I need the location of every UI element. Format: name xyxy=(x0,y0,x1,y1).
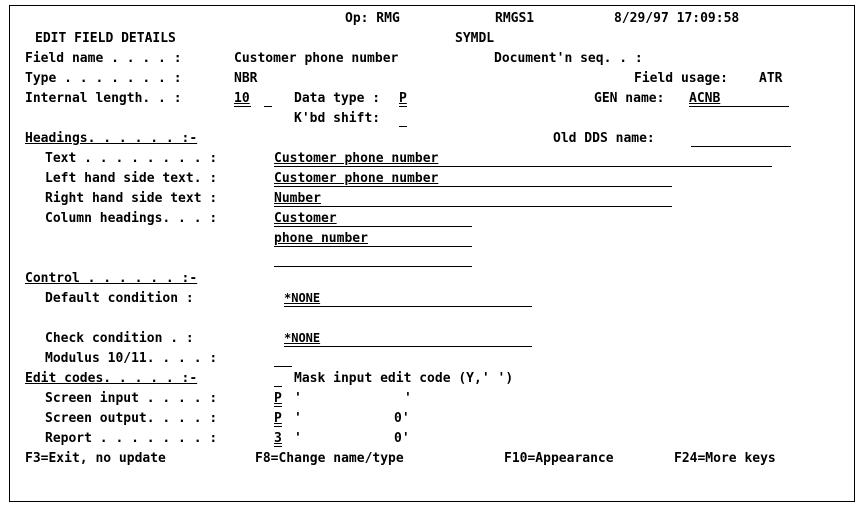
type-value: NBR xyxy=(234,71,258,86)
f3-exit-key[interactable]: F3=Exit, no update xyxy=(25,451,166,466)
heading-text-label: Text . . . . . . . . : xyxy=(45,151,218,166)
gen-name-input[interactable]: ACNB xyxy=(689,91,789,107)
column-heading-line3-input[interactable] xyxy=(274,251,472,267)
default-condition-input[interactable]: *NONE xyxy=(284,291,532,307)
screen-input-label: Screen input . . . . : xyxy=(45,391,218,406)
heading-text-input[interactable]: Customer phone number xyxy=(274,151,772,167)
report-edit-mask-close: 0' xyxy=(394,431,410,446)
mask-input-edit-code-label: Mask input edit code (Y,' ') xyxy=(294,371,514,386)
headings-section-title: Headings. . . . . . :- xyxy=(25,131,198,146)
screen-title: EDIT FIELD DETAILS xyxy=(35,31,176,46)
date-time: 8/29/97 17:09:58 xyxy=(614,11,740,26)
doc-seq-label: Document'n seq. . : xyxy=(494,51,643,66)
left-hand-text-input[interactable]: Customer phone number xyxy=(274,171,672,187)
old-dds-name-label: Old DDS name: xyxy=(553,131,655,146)
default-condition-label: Default condition : xyxy=(45,291,194,306)
kbd-shift-input[interactable] xyxy=(399,111,407,127)
internal-length-decimals-input[interactable] xyxy=(264,91,272,107)
column-headings-label: Column headings. . . : xyxy=(45,211,218,226)
control-section-title: Control . . . . . . :- xyxy=(25,271,198,286)
screen-output-edit-mask-close: 0' xyxy=(394,411,410,426)
operator-label: Op: RMG xyxy=(345,11,400,26)
field-usage-value: ATR xyxy=(759,71,783,86)
field-usage-label: Field usage: xyxy=(634,71,728,86)
screen-output-label: Screen output. . . . : xyxy=(45,411,218,426)
right-hand-text-label: Right hand side text : xyxy=(45,191,218,206)
f24-more-keys-key[interactable]: F24=More keys xyxy=(674,451,776,466)
modulus-input[interactable] xyxy=(274,351,292,367)
report-label: Report . . . . . . . : xyxy=(45,431,218,446)
check-condition-input[interactable]: *NONE xyxy=(284,331,532,347)
left-hand-text-label: Left hand side text. : xyxy=(45,171,218,186)
report-code-input[interactable]: 3 xyxy=(274,431,282,446)
screen-output-edit-mask-open: ' xyxy=(294,411,302,426)
f10-appearance-key[interactable]: F10=Appearance xyxy=(504,451,614,466)
field-name-value: Customer phone number xyxy=(234,51,399,66)
old-dds-name-input[interactable] xyxy=(691,131,791,147)
screen-input-edit-mask-open: ' xyxy=(294,391,302,406)
field-name-label: Field name . . . . : xyxy=(25,51,182,66)
column-heading-line1-input[interactable]: Customer xyxy=(274,211,472,227)
data-type-input[interactable]: P xyxy=(399,91,407,106)
internal-length-label: Internal length. . : xyxy=(25,91,182,106)
screen-input-edit-mask-close: ' xyxy=(404,391,412,406)
mask-input-edit-code-input[interactable] xyxy=(274,371,282,387)
modulus-label: Modulus 10/11. . . . : xyxy=(45,351,218,366)
job-name: RMGS1 xyxy=(495,11,535,26)
right-hand-text-input[interactable]: Number xyxy=(274,191,672,207)
kbd-shift-label: K'bd shift: xyxy=(294,111,381,126)
gen-name-label: GEN name: xyxy=(594,91,665,106)
screen-output-code-input[interactable]: P xyxy=(274,411,282,426)
internal-length-input[interactable]: 10 xyxy=(234,91,250,106)
type-label: Type . . . . . . . : xyxy=(25,71,182,86)
model-name: SYMDL xyxy=(455,31,495,46)
check-condition-label: Check condition . : xyxy=(45,331,194,346)
column-heading-line2-input[interactable]: phone number xyxy=(274,231,472,247)
data-type-label: Data type : xyxy=(294,91,381,106)
edit-codes-section-title: Edit codes. . . . . :- xyxy=(25,371,198,386)
screen-input-code-input[interactable]: P xyxy=(274,391,282,406)
terminal-screen xyxy=(9,5,855,502)
report-edit-mask-open: ' xyxy=(294,431,302,446)
f8-change-name-key[interactable]: F8=Change name/type xyxy=(255,451,404,466)
